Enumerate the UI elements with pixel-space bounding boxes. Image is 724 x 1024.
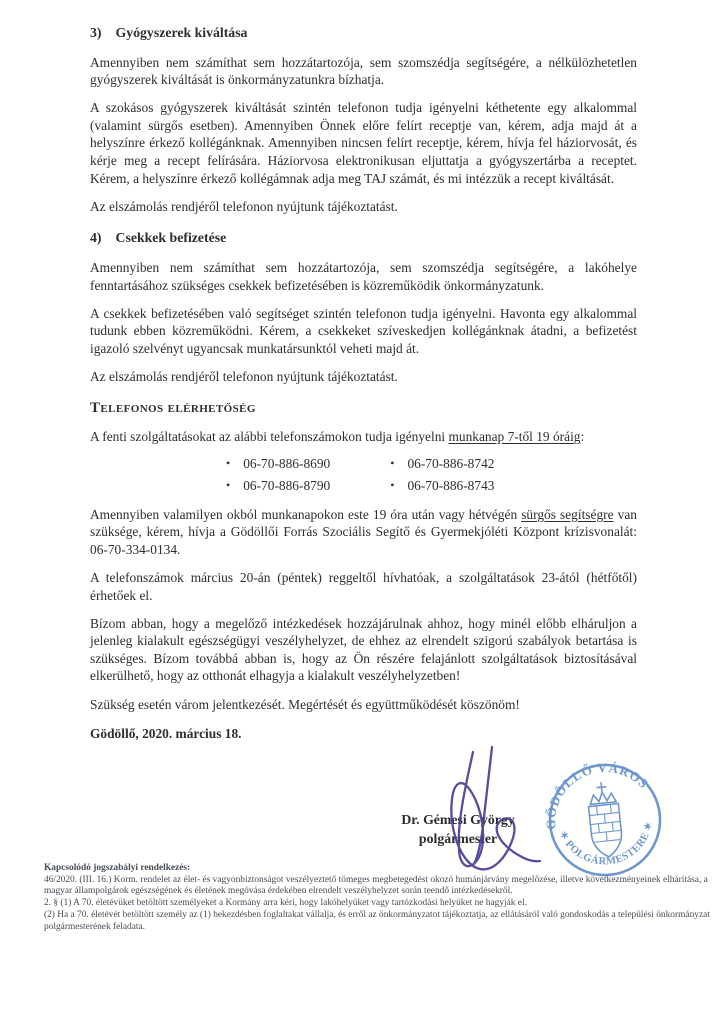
emergency-text-after: van szüksége, kérem, hívja a Gödöllői Forrás Szociális Segítő és Gyermekjóléti Központ krízisvonalát: 06-70-334-0134. — [90, 506, 637, 557]
section-4-paragraph-3: Az elszámolás rendjéről telefonon nyújtunk tájékoztatást. — [90, 368, 398, 384]
section-3-heading — [90, 24, 637, 42]
footer-regulation-1: 46/2020. (III. 16.) Korm. rendelet az élet- és vagyonbiztonságot veszélyeztető tömeges megbetegedést okozó humánjárvány megelőzése, illetve következményeinek elhárítása, a magyar állampolgárok egészségének és életének megóvása érdekében elrendelt veszélyhelyzet során teendő intézkedésekről. — [44, 874, 708, 897]
phone-intro-text: A fenti szolgáltatásokat az alábbi telefonszámokon tudja igényelni — [90, 429, 449, 445]
phone-number: • 06-70-886-8742 — [390, 453, 494, 475]
footer-regulation-2: 2. § (1) A 70. életévüket betöltött személyeket a Kormány arra kéri, hogy lakóhelyüket vagy tartózkodási helyüket ne hagyják el. — [44, 898, 527, 909]
signer-role: polgármester — [418, 831, 498, 846]
emergency-paragraph — [90, 506, 637, 559]
legal-footer — [44, 863, 714, 933]
section-4-title: Csekkek befizetése — [115, 230, 227, 246]
phone-intro — [90, 428, 637, 446]
letter-body — [90, 20, 637, 753]
stamp-ring-bottom-text: ✶ POLGÁRMESTERE ✶ — [556, 820, 656, 868]
signature-block — [358, 810, 558, 848]
section-4-paragraph-2: A csekkek befizetésében való segítséget szintén telefonon tudja igényelni. Havonta egy alkalommal tudunk ebben közreműködni. Kérem, a csekkeket szíveskedjen kollégánknak átadni, a befizetést igazoló szelvényt ugyancsak munkatársunktól veheti majd át. — [90, 305, 637, 356]
footer-heading: Kapcsolódó jogszabályi rendelkezés: — [44, 863, 191, 873]
phone-intro-underlined: munkanap 7-től 19 óráig — [448, 429, 581, 445]
coat-of-arms — [586, 781, 624, 859]
section-4-number: 4) — [90, 230, 102, 246]
phone-availability-heading: Telefonos elérhetőség — [90, 399, 256, 416]
availability-paragraph: A telefonszámok március 20-án (péntek) reggeltől hívhatóak, a szolgáltatások 23-ától (hétfőtől) érhetőek el. — [90, 569, 637, 603]
phone-number: • 06-70-886-8790 — [226, 475, 330, 497]
phone-column-1 — [226, 453, 330, 497]
phone-column-2 — [390, 453, 494, 497]
section-3-paragraph-2: A szokásos gyógyszerek kiváltását szintén telefonon tudja igényelni kéthetente egy alkalommal (valamint sürgős esetben). Amennyiben Önnek előre felírt receptje van, kérem, adja majd át a helyszínre érkező kollégánknak. Amennyiben nincsen felírt receptje, kérem, hívja fel háziorvosát, és kérje meg a recept felírására. Háziorvosa elektronikusan eljuttatja a gyógyszertárba a receptet. Kérem, a helyszínre érkező kollégámnak adja meg TAJ számát, és mi intézzük a recept kiváltását. — [90, 100, 637, 186]
closing-paragraph-1: Bízom abban, hogy a megelőző intézkedések hozzájárulnak ahhoz, hogy minél előbb elháruljon a jelenleg kialakult egészségügyi veszélyhelyzet, de ehhez az elrendelt szigorú szabályok betartása is szükséges. Bízom továbbá abban is, hogy az Ön részére felajánlott szolgáltatások biztosításával elkerülhető, hogy az otthonát elhagyja a kialakult veszélyhelyzetben! — [90, 615, 637, 684]
section-3-paragraph-3: Az elszámolás rendjéről telefonon nyújtunk tájékoztatást. — [90, 198, 398, 214]
emergency-text-before: Amennyiben valamilyen okból munkanapokon este 19 óra után vagy hétvégén — [90, 506, 522, 522]
phone-intro-colon: : — [580, 429, 585, 445]
section-4-heading — [90, 229, 637, 247]
section-3-title: Gyógyszerek kiváltása — [115, 25, 248, 40]
section-3-paragraph-1: Amennyiben nem számíthat sem hozzátartozója, sem szomszédja segítségére, a nélkülözhetetlen gyógyszerek kiváltását is önkormányzatunkra bízhatja. — [90, 54, 637, 88]
phone-number-list — [226, 453, 637, 497]
signer-name: Dr. Gémesi György — [401, 812, 515, 827]
emergency-underlined: sürgős segítségre — [521, 506, 614, 522]
stamp-ring-top-text: GÖDÖLLŐ VÁROS — [543, 759, 652, 830]
closing-paragraph-2: Szükség esetén várom jelentkezését. Megértését és együttműködését köszönöm! — [90, 696, 520, 712]
section-3-number: 3) — [90, 25, 102, 40]
date-line: Gödöllő, 2020. március 18. — [90, 726, 242, 742]
footer-regulation-3: (2) Ha a 70. életévét betöltött személy az (1) bekezdésben foglaltakat vállalja, és erről az önkormányzatot tájékoztatja, az ellátásáról való gondoskodás a települési önkormányzat polgármesterének feladata. — [44, 909, 710, 932]
phone-number: • 06-70-886-8690 — [226, 453, 330, 475]
section-4-paragraph-1: Amennyiben nem számíthat sem hozzátartozója, sem szomszédja segítségére, a lakóhelye fenntartásához szükséges csekkek befizetésében is közreműködik önkormányzatunk. — [90, 259, 637, 293]
phone-number: • 06-70-886-8743 — [390, 475, 494, 497]
